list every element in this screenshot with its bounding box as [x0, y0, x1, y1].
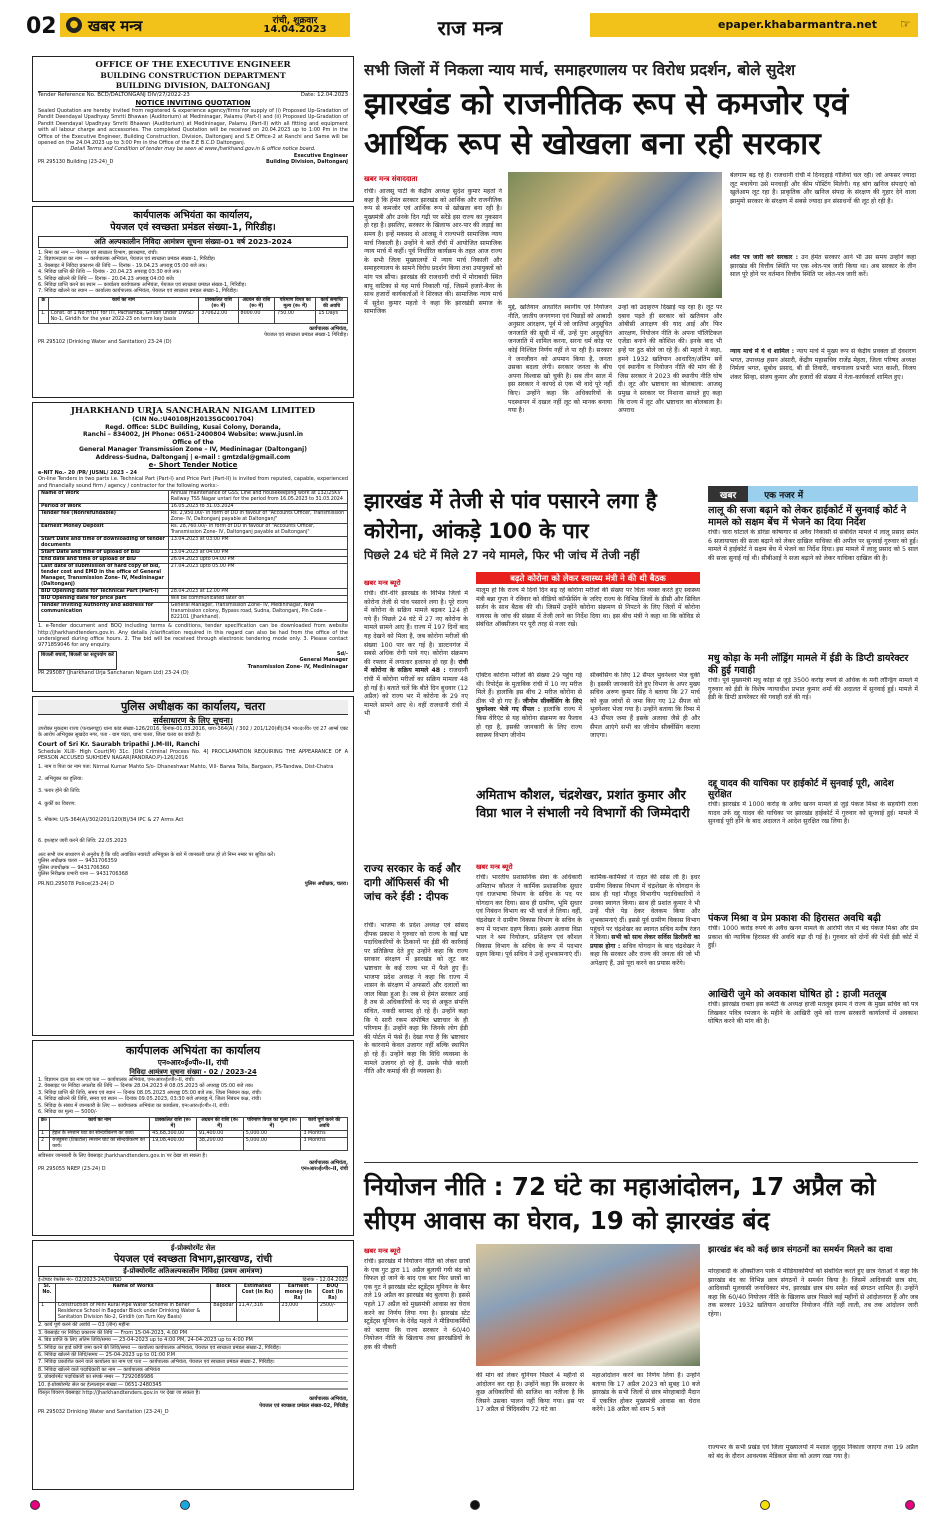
ad6-row: 7. निविदा प्रकाशित करने वाले कार्यालय का नाम एवं पता — कार्यपालक अभियंता, पेयजल एवं स्वच्छता प्रमंडल संख्या-2, गिरिडीह। — [38, 1359, 348, 1366]
covid-col-2-text: एक्टिव कोरोना मरीजों की संख्या 29 पहुंच गई थी। रिपोर्ट्स के मुताबिक रांची में 10 नए मरीज मिले हैं। हालांकि इस बीच 2 मरीज कोरोना से ठीक भी हो गए हैं। — [476, 672, 582, 705]
ad6-ref: ई-टेण्डर रेफरेंस नं०- 02/2023-24/DWSD — [38, 1277, 122, 1283]
niyojan-photo — [476, 1244, 700, 1366]
ad6-row: 6. निविदा खोलने की तिथि/समय — 25-04-2023 up to 01:00 P.M — [38, 1352, 348, 1359]
ad2-table — [38, 297, 348, 324]
ad3-heading: e- Short Tender Notice — [148, 461, 238, 469]
ad5-td: 5,000.00 — [243, 1138, 301, 1151]
lead-byline: खबर मन्त्र संवाददाता — [364, 175, 418, 183]
ad3-nit: e-NIT No.- 20 /PR/ JUSNL/ 2023 – 24 — [38, 470, 137, 476]
ad3-tagline: बिजली बचायें, बिजली का सदुपयोग करें — [38, 651, 117, 670]
ad5-sign1: कार्यपालक अभियंता, — [309, 1159, 348, 1166]
transfer-col-2-head: सभी को साथ लेकर सर्विस डिलीवरी का प्रयास होगा : — [590, 934, 700, 950]
ad6-row: 10. ई-प्रोक्योरमेंट सेल का हेल्पलाइन संख्या — 0651-2480345 — [38, 1382, 348, 1389]
ad3-label: Earnest Money Deposit — [39, 524, 169, 537]
ad2-th: कार्य का नाम — [48, 297, 199, 310]
ad1-title1: OFFICE OF THE EXECUTIVE ENGINEER — [95, 60, 291, 70]
ad3-value: General Manager, Transmission Zone- IV, Medininagar, New transmission colony, Bypass road, Sudna, Daltonganj, Pin Code – 822101 (Jharkhand). — [168, 603, 347, 622]
ad2-row-0: 1. निमा का नाम — पेयजल एवं स्वच्छता विभाग, झारखण्ड, रांची। — [38, 250, 158, 256]
ad5-pr: PR 295055 NREP (23-24) D — [38, 1166, 106, 1173]
ad-dwsd-eprocurement — [32, 1240, 354, 1490]
ad1-ref: Tender Reference No. BCD/DALTONGANJ DIV/27/2022-23 — [38, 92, 190, 98]
brief-h3: दद्दू यादव की याचिका पर हाईकोर्ट में सुनवाई पूरी, आदेश सुरक्षित — [708, 779, 894, 800]
lead-col-4c: न्याय मार्च में मुख्य रूप से केंद्रीय प्रवक्ता डॉ देवशरण भगत, उपाध्यक्ष हसन अंसारी, केंद्रीय महासचिव राजेंद्र मेहता, जिला परिषद अध्यक्ष निर्मला भगत, सुबोध प्रसाद, बी डी तिवारी, वाचनालय प्रभारी भरत काशी, विजय शंकर सिन्हा, संजय कुमार और हजारों की संख्या में नेता-कार्यकर्ता शामिल हुए। — [730, 348, 916, 381]
brief-b4: रांची। 1000 करोड़ रुपये के अवैध खनन मामले के आरोपी जेल में बंद पंकज मिश्रा और प्रेम प्रकाश की न्यायिक हिरासत की अवधि बढ़ा दी गई है। गुरुवार को दोनों की पेशी ईडी कोर्ट में हुई। — [708, 925, 918, 950]
ad3-title6: General Manager Transmission Zone – IV, Medininagar (Daltonganj) — [79, 446, 307, 453]
ad3-title4: Ranchi – 834002, JH Phone: 0651-2400804 Website: www.jusnl.in — [82, 431, 304, 438]
ad6-row: 3. वेबसाईट पर निविदा प्रकाशन की तिथि — From 15-04-2023, 4:00 PM — [38, 1330, 348, 1337]
ad4-field: 6. इश्तहार जारी करने की तिथि: 22.05.2023 — [38, 837, 127, 844]
section-title: राज मन्त्र — [437, 16, 503, 40]
ad2-pr: PR 295102 (Drinking Water and Sanitation) 23-24 (D) — [38, 338, 172, 345]
ad3-value: 13.04.2023 at 03:00 PM — [168, 537, 347, 550]
covid-box-title: बढ़ते कोरोना को लेकर स्वास्थ्य मंत्री ने की थी बैठक — [476, 572, 700, 584]
ad6-th: Sl. No. — [39, 1284, 56, 1303]
ad3-label: Start Date and time of downloading of tender documents — [39, 537, 169, 550]
news-brief-tab-glance: एक नजर में — [748, 486, 918, 502]
lead-col-4a: बेलगाम बढ़ रहे हैं। राजधानी रांची में दिनदहाड़े गोलियां चल रही। जो अफसर ज्यादा लूट मचायेगा उसे मनचाही और कीम पोस्टिंग मिलेगी। यह बांग खनिज संपदाएं को खुलेआम लूट रहा है। प्राकृतिक और खनिज संपदा के संरक्षण की गुहार देने वाला झामुमो सरकार के संरक्षण में सबसे ज्यादा इन संसाधनों की लूट हो रही है। — [730, 172, 916, 205]
ad6-cell: ई-प्रोक्योरमेंट सेल — [170, 1244, 216, 1252]
ad3-label: BID Opening date for Technical Part (Part-I) — [39, 589, 169, 596]
ad5-td: 3 Months — [301, 1131, 348, 1138]
brief-h5: आखिरी जुमे को अवकाश घोषित हो : हाजी मतलूब — [708, 989, 887, 1000]
ad2-row-4: 5. निविदा खोलने की तिथि — दिनांक - 20.04.23 अपराह्न 04:00 बजे। — [38, 275, 175, 282]
ad5-row: 6. निविदा का मूल्य — 5000/- — [38, 1109, 98, 1116]
ad4-field: 2. अभियुक्त का हुलिया: — [38, 776, 83, 783]
ad-building-quotation — [32, 56, 354, 202]
ad1-body: Sealed Quotation are hereby invited from registered & experience agency/firms for supply of (i) Proposed Up-Gradation of Pandit Deendayal Upadhyay Smriti Bhawan (Auditorium) at Medininagar, Palamu (Part-I) and (ii) Proposed Up-Gradation of Pandit Deendayal Upadhyay Smriti Bhawan (Auditorium) at Medininagar, Palamu (Part-II) with all fitting and equipment with all labour charge and accessories. The completed Quotation will be received on 20.04.2023 up to 1:00 Pm in the Office of the Executive Engineer, Building Construction, Division, Daltonganj and S.E Office-2 at Ranchi and Same will be opened on the 24.04.2023 up to 3:00 Pm in the Office of the E.E B.C.D Daltonganj. — [38, 108, 348, 147]
ad5-th: अग्रधन की राशि (रु० में) — [196, 1118, 243, 1131]
covid-box-body: मालूम हो कि राज्य में दिनों दिन बढ़ रहे कोरोना मरीजों की संख्या पर चिंता व्यक्त करते हुए स्वास्थ्य मंत्री बन्ना गुप्ता ने रविवार को वीडियो कॉन्फ्रेंसिंग के जरिए राज्य के विभिन्न जिलों के डीसी और सिविल सर्जन के साथ बैठक की थी। जिसमें उन्होंने कोरोना संक्रमण से निपटने के लिए जिलों में कोरोना वायरस के जांच की संख्या में तेजी लाने का निर्देश दिया था। इस बीच मंत्री ने कहा था कि कोविड से संबंधित ऑक्सीजन पर पूरी तरह से नजर रखें। — [476, 587, 700, 629]
ad6-row: 9. प्रोक्योरमेंट पदाधिकारी का संपर्क नम्बर — 7292089986 — [38, 1374, 348, 1381]
ad4-field: 5. मोकाम: U/S-364(A)/302/201/120(B)/34 IPC & 27 Arms Act — [38, 817, 184, 824]
ad6-td: Bagodar — [211, 1303, 236, 1322]
ad2-row-1: 2. विज्ञापनदाता का नाम — कार्यपालक अभियंता, पेयजल एवं स्वच्छता प्रमंडल संख्या-1, गिरिडीह। — [38, 256, 216, 263]
ad1-sign1: Executive Engineer — [293, 152, 348, 159]
registration-mark-icon — [905, 1500, 915, 1510]
registration-marks — [0, 1494, 945, 1516]
niyojan-col-3: महाआंदोलन करने का निर्णय लिया है। उन्होंने बताया कि 17 अप्रैल 2023 को सुबह 10 बजे झारखंड के सभी जिलों से छात्र मोरहाबादी मैदान में एकत्रित होकर मुख्यमंत्री आवास का घेराव करेंगे। 18 अप्रैल को शाम 5 बजे — [592, 1372, 700, 1414]
news-brief — [708, 486, 918, 1158]
registration-mark-icon — [760, 1500, 770, 1510]
news-brief-tab-khabar: खबर — [708, 486, 748, 502]
lead-col-4c-head: न्याय मार्च में ये थे शामिल : — [730, 348, 795, 355]
ad2-th: कार्य समाप्ति की अवधि — [316, 297, 348, 310]
ad3-title7: Address-Sudna, Daltonganj | e-mail : gmtzdal@gmail.com — [95, 453, 291, 461]
ad3-label: Last date of submission of hard copy of bid, tender cost and EMD in the office of General Manager, Transmission Zone- IV, Medininagar (Daltonganj) — [39, 564, 169, 589]
ad3-label: Start Date and time of upload of BID — [39, 550, 169, 557]
ad5-row: 1. विज्ञापन दाता का नाम एवं पता — कार्यपालक अभियंता, एन०आर०ई०पी०-II, रांची। — [38, 1077, 195, 1083]
ad3-sign2: General Manager — [299, 657, 348, 664]
ad1-title3: BUILDING DIVISION, DALTONGANJ — [115, 81, 271, 90]
brand-logo-icon: ● — [66, 17, 82, 33]
ad1-title2: BUILDING CONSTRUCTION DEPARTMENT — [100, 71, 286, 80]
ad3-sign1: Sd/- — [336, 650, 348, 657]
ad3-label: BID Opening date for price part — [39, 596, 169, 603]
ad4-field: 3. फरार होने की तिथि: — [38, 788, 81, 795]
covid-subhead: पिछले 24 घंटे में मिले 27 नये मामले, फिर भी जांच में तेजी नहीं — [364, 548, 640, 562]
news-brief-tabs — [708, 486, 918, 502]
ad2-title2: पेयजल एवं स्वच्छता प्रमंडल संख्या-1, गिरिडीह। — [110, 222, 276, 233]
masthead — [0, 0, 945, 48]
ad3-title5: Office of the — [172, 438, 214, 446]
ad6-td: 1 — [39, 1303, 56, 1322]
ad4-contact: पुलिस अधीक्षक चतरा — 9431706359 — [38, 858, 118, 865]
ad2-th: प्राक्कलित राशि (रु० में) — [199, 297, 238, 310]
ad3-value: 28.04.2023 at 12.00 PM — [168, 589, 347, 596]
brief-b5: रांची। झारखंड राबता इस कमेटी के अध्यक्ष हाजी मतलूब इमाम ने राज्य के मुख्य सचिव को पत्र लिखकर पवित्र रमजान के महीने के आखिरी जुमे को राज्य सरकारी कार्यालयों में अवकाश घोषित करने की मांग की है। — [708, 1001, 918, 1026]
cursor-hand-icon: ☞ — [900, 17, 911, 31]
ad2-th: अग्रधन की राशि (रु० में) — [238, 297, 275, 310]
ad2-td: 370622.00 — [199, 310, 238, 323]
ad5-sign2: एन०आर०ई०पी०-II, रांची — [301, 1166, 348, 1173]
brand-name: खबर मन्त्र — [88, 17, 143, 35]
ad1-pr: PR 295130 Building (23-24)_D — [38, 159, 114, 166]
ad5-heading: निविदा आमंत्रण सूचना संख्या - 02 / 2023-24 — [129, 1068, 257, 1076]
ad3-value: Annual maintenance of GSS, Line and housekeeping work at 132/25KV Railway TSS Nagar untari for the period from 16.05.2023 to 31.03.2024 — [168, 491, 347, 504]
arrest-body: रांची। भाजपा के प्रदेश अध्यक्ष एवं सांसद दीपक प्रकाश ने गुरुवार को राज्य के कई भ्रष्ट पदाधिकारियों के ठिकानों पर ईडी की कार्रवाई पर प्रतिक्रिया देते हुए उन्होंने कहा कि राज्य सरकार संरक्षण में झारखंड को लूट कर भ्रष्टाचार के कई राज्य भर में फैले हुए हैं। भाजपा प्रदेश अध्यक्ष ने कहा कि राज्य में शासन के संरक्षण में अफसरों और दलालों का जाल बिछा हुआ है। जब से हेमंत सरकार आई है तब से अधिकारियों के पद से अकूत संपत्ति संचित, नकदी बरामद हो रहे हैं। उन्होंने कहा कि ये सारी रकम संपोषित भ्रष्टाचार के ही परिणाम हैं। उन्होंने कहा कि जिनके लोग ईडी की पोर्टल में फंसे हैं। देखा गया है कि भ्रष्टाचार के कारनामे केवल उजागर नहीं बल्कि स्थापित हो रहे हैं। उन्होंने कहा कि विधि व्यवस्था के मामले उजागर हो रहे हैं, उसके पीछे काली नीति और कमाई की ही व्यवस्था है। — [364, 922, 468, 1076]
ad3-label: Tender fee (Nonrefundable) — [39, 511, 169, 524]
ad3-value: 27.04.2023 upto 05.00 PM — [168, 564, 347, 589]
ad6-table — [38, 1283, 348, 1322]
ad4-body: अतः सभी जन साधारण से अनुरोध है कि यदि अवांछित नवारंटी अभियुक्त के बारे में जानकारी प्राप्त हो तो निम्न नम्बर पर सूचित करें। — [38, 852, 276, 859]
niyojan-byline: खबर मन्त्र ब्यूरो — [364, 1247, 401, 1255]
ad4-contact: पुलिस उपाधीक्षक — 9431706360 — [38, 864, 110, 871]
brand-banner — [60, 13, 350, 37]
transfer-col-2 — [590, 874, 700, 1158]
ad5-title: कार्यपालक अभियंता का कार्यालय — [125, 1044, 261, 1057]
ad3-pr: PR 295087 (Jharkhand Urja Sancharan Nigam Ltd) 23-24 (D) — [38, 670, 189, 677]
ad1-detail: Detail Terms and Condition of tender may be seen at www.jharkhand.gov.in & office notice board. — [70, 146, 316, 153]
ad6-row: 5. निविदा का हार्ड कॉपी जमा करने की तिथि/समय — कार्यालय कार्यपालक अभियंता, पेयजल एवं स्वच्छता प्रमंडल संख्या-2, गिरिडीह। — [38, 1345, 348, 1352]
ad3-intro: On-line Tenders in two parts i.e. Technical Part (Part-I) and Price Part (Part-II) is invited from reputed, capable, experienced and financially sound firm / agency / contractor for the following works:- — [38, 476, 348, 489]
ad-police-chatra — [32, 696, 354, 1036]
ad1-date: Date: 12.04.2023 — [300, 92, 348, 98]
ad2-td: 15 Days — [316, 310, 348, 323]
ad5-th: परिमाण विपत्र का मूल्य (रु० में) — [243, 1118, 301, 1131]
brief-h1: लालू की सजा बढ़ाने को लेकर हाईकोर्ट में सुनवाई कोर्ट ने मामले को सक्षम बेंच में भेजने का दिया निर्देश — [708, 505, 907, 528]
ad5-sub: एन०आर०ई०पी०-II, रांची — [157, 1058, 229, 1067]
ad5-td: 38,200.00 — [196, 1138, 243, 1151]
ad2-th: क्र — [39, 297, 49, 310]
brief-b3: रांची। झारखंड में 1000 करोड़ के अवैध खनन मामले से जुड़े पंकज मिश्रा के सहयोगी राजा यादव उर्फ दद्दू यादव की याचिका पर झारखंड हाईकोर्ट में गुरुवार को सुनवाई हुई। मामले में सुनवाई पूरी होने के बाद अदालत ने आदेश सुरक्षित रख लिया है। — [708, 801, 918, 826]
ad6-sign1: कार्यपालक अभियंता, — [309, 1396, 348, 1403]
ad5-row: 2. वेबसाइट पर निविदा अपलोड की तिथि — दिनांक 28.04.2023 से 08.05.2023 को अपराह्न 05:00 बजे तक। — [38, 1083, 254, 1090]
covid-headline: झारखंड में तेजी से पांव पसारने लगा है कोरोना, आंकड़े 100 के पार — [364, 489, 657, 543]
ad5-th: कार्य पूर्ण करने की अवधि — [301, 1118, 348, 1131]
covid-col-1-text: रांची। धीरे-धीरे झारखंड के विभिन्न जिलों में कोरोना तेजी से पांव पसारने लगा है। पूरे राज्य में कोरोना के सक्रिय मामले बढ़कर 124 हो गये हैं। पिछले 24 घंटे में 27 नए कोरोना के मामले सामने आए हैं। राज्य में 197 दिनों बाद यह देखने को मिला है, जब कोरोना मरीजों की संख्या 100 पार कर गई है। डाल्टनगंज में सबसे अधिक रोगी पाये गए। कोरोना संक्रमण की रफ्तार में लगातार इजाफा हो रहा है। — [364, 590, 468, 666]
ad5-td: 19,08,400.00 — [150, 1138, 197, 1151]
ad4-schedule: Schedule XLIII- High Court(M) 31c. [Old Criminal Process No. 4] PROCLAMATION REQUIRING THE APPEARANCE OF A PERSON ACCUSED SUKHDEV NAGAR(PANDRAO.P)-126/2016 — [38, 748, 348, 762]
ad-jusnl-tender — [32, 402, 354, 692]
ad2-row-2: 3. वेबसाइट में निविदा प्रकाशन की तिथि — दिनांक - 19.04.23 अपराह्न 05:00 बजे तक। — [38, 262, 207, 269]
niyojan-headline: नियोजन नीति : 72 घंटे का महाआंदोलन, 17 अप्रैल को सीएम आवास का घेराव, 19 को झारखंड बंद — [364, 1172, 876, 1235]
ad6-td: 2500/- — [317, 1303, 347, 1322]
ad6-td: Construction of Mini Rural Pipe Water Scheme in Beher Residence School in Bagodar Block under Drinking Water & Sanitation Division No-2, Giridih (on Turn Key Basis) — [55, 1303, 210, 1322]
ad6-sign2: पेयजल एवं स्वच्छता प्रमंडल संख्या-02, गिरिडीह — [259, 1402, 348, 1409]
registration-mark-icon — [30, 1500, 40, 1510]
epaper-url[interactable]: epaper.khabarmantra.net — [718, 18, 877, 31]
lead-col-3: उन्हों को उदाहरण दिखाई पड़ रहा है। लूट पर दबाव पड़ते ही सरकार को खतियान और ओबीसी आरक्षण की याद आई और फिर आरक्षण, नियोजन नीति के अपना पॉलिटिकल एजेंडा बनाने की कोशिश की। इनके बाद भी इन्हें पर ठुठ बोले जा रहे हैं। श्री महतो ने कहा, हमने 1932 खतियान आधारित/अंतिम सर्वे एवं स्थानीय व नियोजन नीति की मांग की है जिस सरकार ने 2023 की स्थानीय नीति घोष दी। लूट और भ्रष्टाचार का बोलबाला: आजसू प्रमुख ने सरकार पर निशाना साधते हुए कहा कि राज्य में लूट और भ्रष्टाचार का बोलबाला है। अपराध — [618, 304, 722, 415]
ad6-row: 2. कार्य पूर्ण करने की अवधि — 03 (तीन) महीना — [38, 1322, 348, 1329]
ad5-td: 3 Months — [301, 1138, 348, 1151]
dateline-date: 14.04.2023 — [263, 24, 327, 35]
ad3-notes: 1. e-Tender document and BOQ including terms & conditions, tender specification can be downloaded from website http://jharkhandtenders.gov.in. Any details /clarification required in this regard can also be had from the office of the undersigned during office hours. 2. The bid will be received through electronic tendering mode only. 3. Please contact 9771859046 for any enquiry. — [38, 623, 348, 649]
brief-b1: रांची। चारा घोटाले के डोरंडा कोषागार से अवैध निकासी से संबंधित मामले में लालू प्रसाद समेत 6 सजायाफ्ता की सजा बढ़ाने को लेकर दाखिल याचिका की अपील पर सुनवाई गुरुवार को हुई। मामले में हाईकोर्ट ने सक्षम बेंच में भेजने का निर्देश दिया। इस मामले में लालू प्रसाद को 5 साल की सजा सुनाई गई थी। सीबीआई ने सजा बढ़ाने को लेकर याचिका दाखिल की है। — [708, 529, 918, 562]
ad2-td: 1. — [39, 310, 49, 323]
lead-col-1: रांची। आजसू पार्टी के केंद्रीय अध्यक्ष सुदेश कुमार महतो ने कहा है कि हेमंत सरकार झारखंड को आर्थिक और राजनीतिक रूप से कमजोर एवं आर्थिक रूप से खोखला बना रही है। मुख्यमंत्री और उनके दिन गढ़ी पर सरेंडे इस राज्य का नुकसान हो रहा है। इसलिए, सरकार के खिलाफ आर-पार की लड़ाई का समय है। इन्हें मकसद से आजसू ने राज्यभरी सामाजिक न्याय मार्च निकाली है। उन्होंने ये बातें राँची में आयोजित सामाजिक न्याय मार्च में कहीं। पूर्व निर्धारित कार्यक्रम के तहत आज राज्य के सभी जिला मुख्यालयों में न्याय मार्च निकाली और समाहरणालय के सामने विरोध प्रदर्शन किया तथा उपायुक्तों को मांग पत्र सौंपा। झारखंड की राजधानी रांची में मोराबादी स्थित बापू वाटिका से यह मार्च निकाली गई, जिसमें हजारे-बैनर के साथ हजारों कार्यकर्ताओं ने शिरकत की। सामाजिक न्याय मार्च में सुदेश कुमार महतो ने कहा कि झारखंडी समाज के सामाजिक — [364, 188, 502, 316]
covid-byline: खबर मन्त्र ब्यूरो — [364, 579, 401, 587]
covid-col-2-head: जीनोम सीक्वेंसिंग के लिए भुवनेश्वर भेजे गए सैंपल : — [476, 697, 582, 714]
ad3-value: Will be communicated later on — [168, 596, 347, 603]
ad6-th: BOQ Cost (In Rs) — [317, 1284, 347, 1303]
ad2-row-6: 7. निविदा खोलने का स्थान — कार्यालय कार्यपालक अभियंता, पेयजल एवं स्वच्छता प्रमंडल संख्या-1, गिरिडीह। — [38, 288, 238, 295]
ad5-row: 3. निविदा प्राप्ति की तिथि, समय एवं स्थान — दिनांक 08.05.2023 अपराह्न 05:00 बजे तक, जिला निबंधन कक्ष, रांची। — [38, 1089, 262, 1096]
ad2-title1: कार्यपालक अभियंता का कार्यालय, — [133, 210, 253, 221]
ad5-td: हेहल के श्मशान घाट का सौन्दर्यीकरण का कार्य। — [50, 1131, 150, 1138]
ad6-pr: PR 295032 Drinking Water and Sanitation (23-24)_D — [38, 1409, 169, 1416]
ad4-title: पुलिस अधीक्षक का कार्यालय, चतरा — [38, 700, 348, 715]
lead-col-4c-wrap — [730, 348, 916, 482]
ad6-td: 11,47,316 — [236, 1303, 279, 1322]
niyojan-side: मोरहाबादी के ऑक्सीजन पार्क में मीडियाकर्मियों को संबोधित करते हुए छात्र नेताओं ने कहा कि झारखंड बंद का विभिन्न छात्र संगठनों ने समर्थन किया है। जिसमें आदिवासी छात्र संघ, आदिवासी मूलवासी जनाधिकार मंच, झारखंड छात्र संघ समेत कई संगठन शामिल हैं। उन्होंने कहा कि 60/40 नियोजन नीति के खिलाफ छात्र पिछले कई महीनों से आंदोलनरत हैं और जब तक सरकार 1932 खतियान आधारित नियोजन नीति नहीं लाती, तब तक आंदोलन जारी रहेगा। — [708, 1268, 918, 1318]
transfer-headline: अमिताभ कौशल, चंद्रशेखर, प्रशांत कुमार और विप्रा भाल ने संभाली नये विभागों की जिम्मेदारी — [476, 787, 690, 820]
ad6-heading: ई-प्रोक्योरमेंट अतिअल्पकालीन निविदा (प्रथम आमंत्रण) — [38, 1266, 348, 1277]
covid-col-1b: राजधानी रांची में कोरोना मरीजों का सक्रिय मामला 48 हो गई है। बताते चलें कि बीते दिन बुधवार (12 अप्रैल) को राज्य भर में कोरोना के 29 नए मामले सामने आए थे। वहीं राजधानी रांची में भी — [364, 667, 468, 718]
ad2-td: 8000.00 — [238, 310, 275, 323]
transfer-col-2-text: कार्मिक-कार्मिकों ने राहत की सांस ली है। इधर ग्रामीण विकास विभाग में चंद्रशेखर के योगदान के साथ ही यहां मौजूद विभागीय पदाधिकारियों ने उनका स्वागत किया। साथ ही प्रशांत कुमार ने भी उन्हें पीले पेड़ देकर वेलकम किया और शुभकामनाएं दीं। इससे पूर्व ग्रामीण विकास विभाग पहुंचने पर चंद्रशेखर का स्वागत सचिव मनीष रंजन ने किया। — [590, 874, 700, 942]
ad3-title3: Regd. Office: SLDC Building, Kusai Colony, Doranda, — [105, 423, 281, 431]
ad3-value: 26.04.2023 upto 04:00 PM — [168, 557, 347, 564]
ad2-row-5: 6. निविदा प्राप्ति करने का स्थान — कार्यालय कार्यपालक अभियंता, पेयजल एवं स्वच्छता प्रमंडल संख्या-1, गिरिडीह। — [38, 282, 247, 289]
lead-col-4b: उन हेमंत सरकार आने भी उस समय उन्होंने कहा झारखंड की वित्तीय स्थिति पर एक श्वेत-पत्र जारी किया था। अब सरकार के तीन साल पूरे होने पर वर्तमान वित्तीय स्थिति पर श्वेत-पत्र जारी करें। — [730, 254, 916, 279]
covid-col-2 — [476, 672, 582, 860]
url-banner — [590, 13, 918, 37]
page-number: 02 — [26, 14, 57, 39]
ad6-row: 4. बिड प्राप्ति के लिए अंतिम तिथि/समय — 23-04-2023 up to 4:00 PM, 24-04-2023 up to 4:00 PM — [38, 1337, 348, 1344]
ad5-td: 1 — [39, 1131, 50, 1138]
ad6-row: 8. निविदा खोलने वाले पदाधिकारी का नाम — कार्यपालक अभियंता — [38, 1367, 348, 1374]
ad3-value: Rs. 28,760.00/- in form of DD in favour of "Accounts Officer, Transmission Zone- IV, Daltonganj payable at Daltonganj" — [168, 524, 347, 537]
brief-h4: पंकज मिश्रा व प्रेम प्रकाश की हिरासत अवधि बढ़ी — [708, 913, 881, 924]
ad4-court: Court of Sri Kr. Saurabh tripathi J.M-III, Ranchi — [38, 740, 200, 748]
ad5-row: 4. निविदा खोलने की तिथि, समय एवं स्थान — दिनांक 09.05.2023, 03:30 बजे अपराह्न में, जिला निबंधन कक्ष, रांची। — [38, 1096, 262, 1103]
ad3-title1: JHARKHAND URJA SANCHARAN NIGAM LIMITED — [70, 406, 316, 416]
covid-col-1 — [364, 590, 468, 860]
ad5-td: राजडुमरा (टिकटॉल) श्मशान घाट का सौन्दर्यीकरण का कार्य। — [50, 1138, 150, 1151]
arrest-headline: राज्य सरकार के कई और दागी ऑफिसर्स की भी जांच करे ईडी : दीपक — [364, 863, 461, 903]
niyojan-col-1: रांची। झारखंड में नियोजन नीति को लेकर छात्रों के एक गुट द्वारा 11 अप्रैल बुलायी गयी बंद को विफल हो जाने के बाद एक बार फिर छात्रों का एक गुट ने झारखंड स्टेट स्टूडेंट्स यूनियन के बैनर तले 19 अप्रैल का झारखंड बंद बुलाया है। इससे पहले 17 अप्रैल को मुख्यमंत्री आवास का घेराव करने का निर्णय लिया गया है। झारखंड स्टेट स्टूडेंट्स यूनियन के देवेंद्र महतो ने मीडियाकर्मियों को बताया कि राज्य सरकार ने 60/40 नियोजन नीति के खिलाफ तथा झारखंडियों के हक की नौकरी — [364, 1258, 470, 1351]
ad6-th: Estimated Cost (In Rs) — [236, 1284, 279, 1303]
ad3-sign3: Transmission Zone- IV, Medininagar — [247, 663, 348, 670]
dateline-city: रांची, शुक्रवार — [272, 16, 318, 26]
ad5-td: 91,400.00 — [196, 1131, 243, 1138]
ad3-value: 13.04.2023 at 04:00 PM — [168, 550, 347, 557]
niyojan-side-head: झारखंड बंद को कई छात्र संगठनों का समर्थन मिलने का दावा — [708, 1244, 893, 1254]
lead-photo — [508, 172, 722, 298]
ad1-sign2: Building Division, Daltonganj — [266, 159, 348, 166]
ad2-heading: अति अल्पकालीन निविदा आमंत्रण सूचना संख्या-01 वर्ष 2023-2024 — [38, 236, 348, 248]
ad3-value: 16.05.2023 to 31.03.2024 — [168, 504, 347, 511]
divider-line — [364, 1162, 918, 1163]
niyojan-side2: राज्यभर के सभी प्रखंड एवं जिला मुख्यालयों में मशाल जुलूस निकाला जाएगा तथा 19 अप्रैल को बंद के दौरान आवश्यक मेडिकल सेवा को अलग रखा गया है। — [708, 1444, 918, 1460]
ad-drinking-water-giridih — [32, 206, 354, 398]
lead-kicker: सभी जिलों में निकला न्याय मार्च, समाहरणालय पर विरोध प्रदर्शन, बोले सुदेश — [364, 61, 796, 79]
ad2-td: 750.00 — [275, 310, 316, 323]
ad2-td: Const. of 1 No HYDT for ITI, Pachamba, Giridih under DWSD No-1, Giridih for the year 2022-23 on term key basis — [48, 310, 199, 323]
ad3-label: Period of Work — [39, 504, 169, 511]
ad6-th: Earnest money (In Rs) — [279, 1284, 317, 1303]
ad3-title2: (CIN No.:U40108JH2013SGC001704) — [132, 416, 254, 423]
covid-col-3: सीक्वेंसिंग के लिए 12 सैंपल भुवनेश्वर भेज चुकी है। इसकी जानकारी देते हुए विभाग के अपर मुख्य सचिव अरुण कुमार सिंह ने बताया कि 27 मार्च को कुछ जांचों से जमा किए गए 12 सैंपल को भुवनेश्वर भेजा गया है। उन्होंने बताया कि रिम्स में 43 सैंपल जमा हैं इसके अलावा जैसे ही और सैंपल आएंगे सभी का जीनोम सीक्वेंसिंग कराया जाएगा। — [590, 672, 700, 740]
ad5-table — [38, 1117, 348, 1151]
ad4-field: 1. नाम व पिता का नाम पता: Nirmal Kumar Mahto S/o- Dhaneshwar Mahto, Vill- Barwa Tolla, Bargaon, PS-Tandwa, Dist-Chatra — [38, 763, 334, 770]
registration-mark-icon — [470, 1500, 480, 1510]
ad3-table — [38, 490, 348, 622]
niyojan-col-2: की मांग को लेकर यूनियन पिछले 4 महीनों से आंदोलन कर रहा है। उन्होंने कहा कि सरकार के कुछ अधिकारियों की साजिश का नतीजा है कि जिसने उसका पालन नहीं किया गया। इस पर 17 अप्रैल से त्रिदिवसीय 72 घंटे का — [476, 1372, 584, 1414]
ad6-th: Block — [211, 1284, 236, 1303]
ad2-sign1: कार्यपालक अभियंता, — [309, 325, 348, 332]
ad5-td: 45,68,300.00 — [150, 1131, 197, 1138]
ad3-value: Rs. 2,950.00/- in form of DD in favour of "Accounts Officer, Transmission Zone- IV, Daltonganj payable at Daltonganj" — [168, 511, 347, 524]
ad6-td: 23,000 — [279, 1303, 317, 1322]
brief-h2: मधु कोड़ा के मनी लॉड्रिंग मामले में ईडी के डिप्टी डायरेक्टर की हुई गवाही — [708, 653, 909, 676]
covid-col-1-head: रांची में कोरोना के सक्रिय मामले 48 : — [364, 658, 468, 675]
brief-b2: रांची। पूर्व मुख्यमंत्री मधु कोड़ा से जुड़े 3500 करोड़ रुपये से अधिक के मनी लॉन्ड्रिंग मामले में गुरुवार को ईडी के विशेष न्यायाधीश प्रभात कुमार शर्मा की अदालत में सुनवाई हुई। मामले में ईडी के डिप्टी डायरेक्टर की गवाही दर्ज की गई। — [708, 677, 918, 702]
ad2-sign2: पेयजल एवं स्वच्छता प्रमंडल संख्या-1 गिरिडीह। — [264, 332, 348, 339]
ad6-title: पेयजल एवं स्वच्छता विभाग,झारखण्ड, रांची — [113, 1254, 273, 1265]
ad6-date: दिनांक - 12.04.2023 — [302, 1277, 348, 1283]
ad4-intro: उपरोक्त मुकदमा राज्य (पत्थलगड्डा) थाना कांड संख्या-126/2016, दिनांक-01.03.2016, धारा-364(A) / 302 / 201/120(बी)/34 भा०द०वि० एवं 27 आर्म्स एक्ट के आरोप अभियुक्त सुखदेव नगर, पता - ग्राम पंदरा, थाना चतरा, जिला चतरा का वारंटी है। — [38, 726, 348, 739]
transfer-byline: खबर मन्त्र ब्यूरो — [476, 863, 513, 871]
ad5-th: प्राक्कलित राशि (रु० में) — [150, 1118, 197, 1131]
ad-nrep-ranchi — [32, 1040, 354, 1236]
lead-col-4b-wrap — [730, 254, 916, 346]
lead-col-4b-head: श्वेत पत्र जारी करे सरकार : — [730, 254, 799, 261]
registration-mark-icon — [180, 1500, 190, 1510]
ad4-field: 4. कुर्की का विवरण: — [38, 800, 76, 807]
ad4-pr: PR.NO.295078 Police(23-24) D — [38, 880, 115, 887]
ad3-label: Name of Work — [39, 491, 169, 504]
ad5-note: सविस्तार जानकारी के लिए वेबसाइट jharkhandtenders.gov.in पर देखा जा सकता है। — [38, 1153, 207, 1160]
ad4-contact: पुलिस निरीक्षक प्रभारी थाना — 9431706368 — [38, 871, 129, 878]
lead-headline: झारखंड को राजनीतिक रूप से कमजोर एवं आर्थिक रूप से खोखला बना रही सरकार — [364, 86, 849, 162]
ad3-label: End date and time of upload of BID — [39, 557, 169, 564]
covid-col-2b: हालांकि राज्य में किस वेरिएंट से यह कोरोना संक्रमण का फैलाव हो रहा है, इसकी जानकारी के लिए राज्य स्वास्थ्य विभाग जीनोम — [476, 706, 582, 740]
ad4-heading: सर्वसाधारण के लिए सूचना। — [153, 716, 233, 725]
transfer-col-1: रांची। भारतीय प्रशासनिक सेवा के अधिकारी अमिताभ कौशल ने कार्मिक प्रशासनिक सुधार एवं राजभाषा विभाग के सचिव के पद पर योगदान कर दिया। साथ ही ग्रामीण, भूमि सुधार एवं निबंधन विभाग का भी चार्ज ले लिया। वहीं, चंद्रशेखर ने ग्रामीण विकास विभाग के सचिव के रूप में पदभार ग्रहण किया। इसके अलावा विप्रा भाल ने श्रम नियोजन, प्रशिक्षण एवं कौशल विकास विभाग के सचिव के रूप में पदभार ग्रहण किया। पूर्व सचिव ने उन्हें शुभकामनाएं दीं। — [476, 874, 582, 959]
ad5-td: 5,000.00 — [243, 1131, 301, 1138]
lead-col-2: मुद्दे, खतियान आधारित स्थानीय एवं नियोजन नीति, जातीय जनगणना एवं पिछड़ों को आबादी अनुसार आरक्षण, पूर्व में जो जातियां अनुसूचित जनजाति की सूची में थीं, उन्हें पुनः अनुसूचित जनजाति में शामिल करना, सरना धर्म कोड़ पर कोई निश्चित निर्णय नहीं ले पा रही है। सरकार ने जनजीवन को अपमान किया है, जनता उसका बदला लेगी। सरकार जनता के बीच अपना विश्वास खो चुकी है। सब तीन साल में इस सरकार ने कायदे से एक भी वादे पूरे नहीं किए। उन्होंने कहा कि अधिकारियों के पदस्थापन में दखल नहीं लूट को मानक बनाया गया है। — [508, 304, 612, 415]
ad6-th: Name of Works — [55, 1284, 210, 1303]
ad4-sign: पुलिस अधीक्षक, चतरा। — [304, 880, 348, 887]
ad5-th: क्र० — [39, 1118, 50, 1131]
transfer-col-2b: सचिव योगदान के बाद चंद्रशेखर ने कहा कि सरकार और राज्य की जनता की जो भी अपेक्षाएं हैं, उसे पूरा करने का प्रयास करेंगे। — [590, 942, 700, 967]
ad6-note: विस्तृत विवरण वेबसाइट http://jharkhandtenders.gov.in पर देखा जा सकता है। — [38, 1390, 201, 1397]
ad5-td: 2 — [39, 1138, 50, 1151]
ad2-row-3: 4. निविदा प्राप्ति की तिथि — दिनांक - 20.04.23 अपराह्न 03:30 बजे तक। — [38, 269, 182, 276]
ad5-row: 5. निविदा के संबंध में जानकारी के लिए — कार्यपालक अभियंता का कार्यालय, एन०आर०ई०पी०-II, रांची। — [38, 1102, 229, 1109]
ad3-label: Tender Inviting Authority and address for communication — [39, 603, 169, 622]
ad1-heading: NOTICE INVITING QUOTATION — [135, 99, 251, 107]
ad2-th: परिमाण विपत्र का मूल्य (रु० में) — [275, 297, 316, 310]
ad5-th: कार्य का नाम — [50, 1118, 150, 1131]
